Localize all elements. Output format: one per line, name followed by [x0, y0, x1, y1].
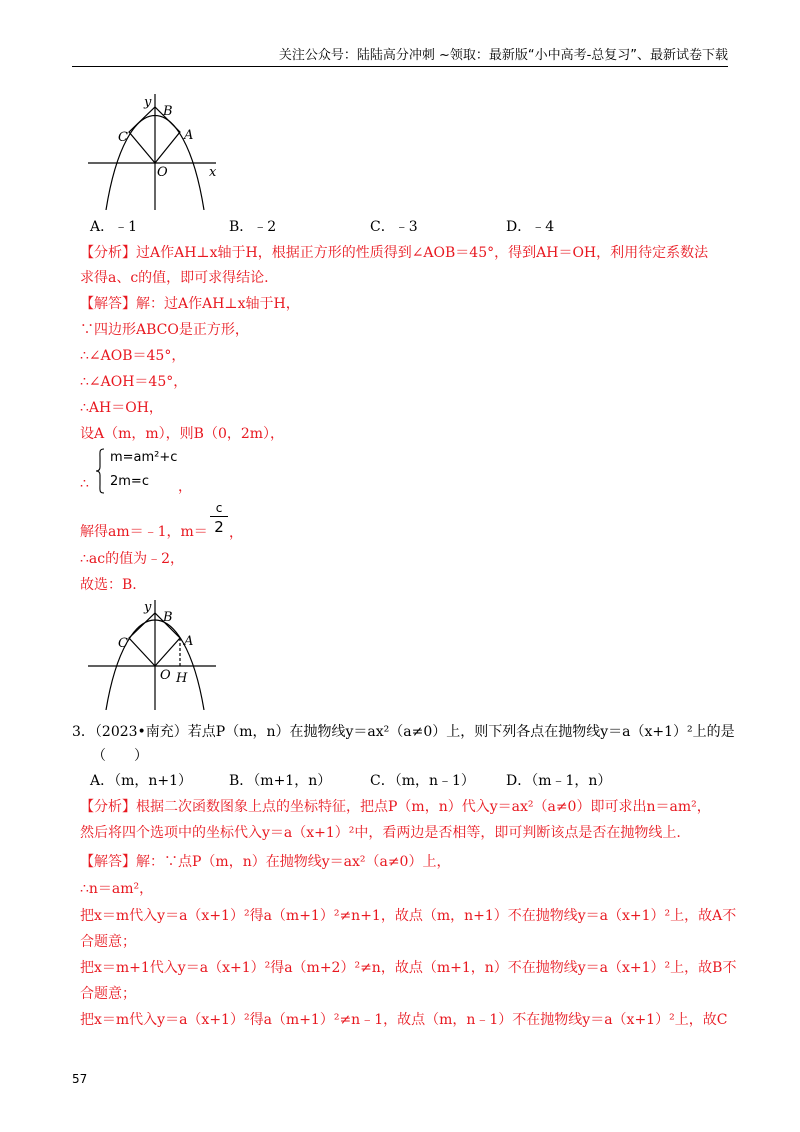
- q3-solution-line-2: ∴n＝am²，: [80, 881, 154, 897]
- q2-solution-line-5: ∴AH＝OH，: [80, 400, 163, 416]
- q3-solution-line-7: 把x＝m代入y＝a（x+1）²得a（m+1）²≠n﹣1，故点（m，n﹣1）不在抛物线y＝a（x+1）²上，故C: [80, 1012, 728, 1028]
- header-rule: [72, 66, 728, 67]
- label-O: O: [160, 668, 171, 683]
- q3-option-c: C．（m，n﹣1）: [370, 773, 475, 789]
- q3-solution-line-5: 把x＝m+1代入y＝a（x+1）²得a（m+2）²≠n，故点（m+1，n）不在抛物线y＝a（x+1）²上，故B不: [80, 960, 737, 976]
- solve-line-tail: ，: [229, 525, 243, 541]
- q2-analysis-line-1: 【分析】过A作AH⊥x轴于H，根据正方形的性质得到∠AOB＝45°，得到AH＝OH，利用待定系数法: [80, 245, 709, 261]
- left-brace-icon: [94, 448, 106, 494]
- q2-after-line-2: 故选：B.: [80, 577, 137, 593]
- system-comma: ，: [178, 479, 192, 495]
- label-A: A: [184, 128, 194, 143]
- equation-1: m=am²+c: [110, 450, 178, 465]
- q3-solution-line-4: 合题意；: [80, 934, 136, 950]
- q3-solution-line-3: 把x＝m代入y＝a（x+1）²得a（m+1）²≠n+1，故点（m，n+1）不在抛物线y＝a（x+1）²上，故A不: [80, 908, 737, 924]
- q2-solution-line-3: ∴∠AOB＝45°，: [80, 348, 186, 364]
- q2-solution-line-4: ∴∠AOH＝45°，: [80, 374, 188, 390]
- therefore-sign: ∴: [80, 476, 89, 492]
- label-y: y: [144, 95, 152, 110]
- q2-option-d: D．﹣4: [506, 219, 555, 235]
- q3-solution-line-6: 合题意；: [80, 986, 136, 1002]
- parabola-figure-1: [88, 92, 228, 210]
- label-A: A: [184, 634, 194, 649]
- fraction-numerator: c: [215, 501, 223, 515]
- q3-option-b: B．（m+1，n）: [229, 773, 332, 789]
- q2-solution-line-1: 【解答】解：过A作AH⊥x轴于H，: [80, 296, 300, 312]
- q2-option-c: C．﹣3: [370, 219, 418, 235]
- fraction-c-over-2: [210, 500, 228, 537]
- q2-solution-line-6: 设A（m，m），则B（0，2m），: [80, 426, 285, 442]
- q2-after-line-1: ∴ac的值为﹣2，: [80, 551, 185, 567]
- equation-2: 2m=c: [110, 474, 149, 489]
- label-H: H: [176, 671, 188, 686]
- q3-solution-line-1: 【解答】解：∵点P（m，n）在抛物线y＝ax²（a≠0）上，: [80, 854, 451, 870]
- label-B: B: [163, 610, 173, 625]
- q3-stem-line-2: （ ）: [92, 748, 148, 764]
- label-x: x: [209, 165, 217, 180]
- q2-option-b: B．﹣2: [229, 219, 277, 235]
- page-header: 关注公众号：陆陆高分冲刺 ~领取：最新版“小中高考-总复习”、最新试卷下载: [278, 48, 728, 63]
- q3-option-d: D．（m﹣1，n）: [506, 773, 612, 789]
- label-y: y: [144, 600, 152, 615]
- q2-option-a: A．﹣1: [90, 219, 138, 235]
- label-C: C: [118, 130, 128, 145]
- label-B: B: [163, 104, 173, 119]
- q2-solution-line-2: ∵四边形ABCO是正方形，: [80, 322, 249, 338]
- q3-analysis-line-2: 然后将四个选项中的坐标代入y＝a（x+1）²中，看两边是否相等，即可判断该点是否在抛物线上.: [80, 825, 681, 841]
- q3-option-a: A．（m，n+1）: [90, 773, 193, 789]
- q2-solve-line: 解得am＝﹣1，m＝: [80, 524, 208, 540]
- fraction-denominator: 2: [210, 516, 228, 537]
- label-C: C: [118, 636, 128, 651]
- q2-analysis-line-2: 求得a、c的值，即可求得结论.: [80, 270, 269, 286]
- equation-system: [80, 446, 200, 496]
- label-O: O: [157, 165, 168, 180]
- page-number: 57: [72, 1072, 88, 1086]
- q3-stem-line-1: 3．（2023•南充）若点P（m，n）在抛物线y＝ax²（a≠0）上，则下列各点在抛物线y＝a（x+1）²上的是: [72, 724, 735, 740]
- q3-analysis-line-1: 【分析】根据二次函数图象上点的坐标特征，把点P（m，n）代入y＝ax²（a≠0）即可求出n＝am²，: [80, 799, 711, 815]
- parabola-figure-2: [88, 598, 228, 710]
